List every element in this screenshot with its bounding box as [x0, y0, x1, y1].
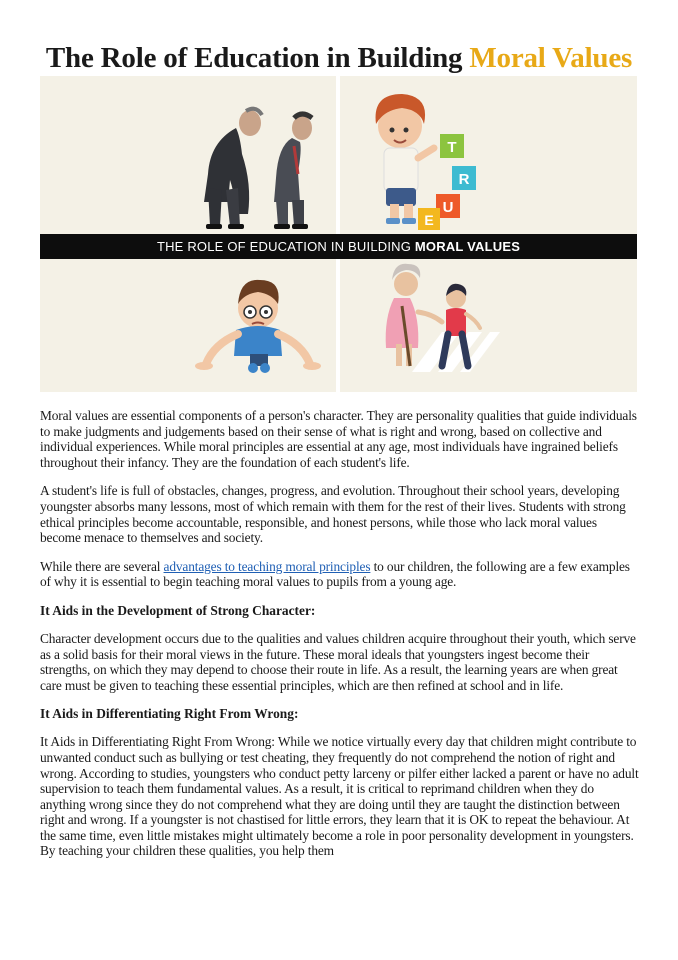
title-accent: Moral Values	[469, 42, 633, 74]
page-title	[0, 40, 678, 76]
intro-paragraph-1: Moral values are essential components of a person's character. They are personality qualities that guide individuals to make judgments and judgements based on their sense of what is right and wrong, based on collective and individual experiences. While moral principles are essential at any age, most individuals have ingrained beliefs throughout their infancy. They are the foundation of each student's life.	[40, 408, 637, 470]
kid-with-true-blocks-illustration	[376, 94, 476, 230]
title-main: The Role of Education in Building	[45, 42, 470, 74]
hero-banner	[40, 234, 637, 259]
advantages-link[interactable]: advantages to teaching moral principles	[163, 558, 371, 574]
boy-pushup-illustration	[195, 280, 321, 373]
section-heading-character: It Aids in the Development of Strong Character:	[40, 602, 316, 618]
banner-prefix: THE ROLE OF EDUCATION IN BUILDING	[156, 239, 415, 254]
bowing-men-illustration	[204, 109, 312, 229]
section-body-right-wrong: It Aids in Differentiating Right From Wrong: While we notice virtually every day that children might contribute to unwanted conduct such as bullying or test cheating, they frequently do not comprehend the notion of right and wrong. According to studies, youngsters who conduct petty larceny or pilfer either lacked a parent or have no adult supervision to teach them fundamental values. As a result, it is critical to reprimand children when they do anything wrong since they do not comprehend what they are doing until they are taught the distinction between right and wrong. If a youngster is not chastised for little errors, they learn that it is OK to repeat the behaviour. At the same time, even little mistakes might ultimately become a role in poor personality development in youngsters. By teaching your children these qualities, you help them	[40, 734, 639, 859]
intro-paragraph-2: A student's life is full of obstacles, changes, progress, and evolution. Throughout their school years, developing youngster absorbs many lessons, most of which remain with them for the rest of their lives. Students with strong ethical principles become accountable, responsible, and honest persons, while those who lack moral values become menace to themselves and society.	[40, 483, 626, 546]
cube-letter-t: T	[447, 139, 457, 156]
cube-letter-e: E	[424, 212, 434, 228]
hero-illustration	[40, 76, 637, 392]
link-paragraph-before: While there are several	[40, 558, 164, 574]
cube-letter-r: R	[458, 171, 470, 188]
grandma-crossing-illustration	[386, 264, 500, 372]
banner-bold: MORAL VALUES	[414, 239, 521, 254]
link-paragraph	[40, 559, 640, 590]
link-paragraph-after: to our children, the following are a few examples of why it is essential to begin teaching moral values to pupils from a young age.	[40, 558, 630, 590]
section-heading-right-wrong: It Aids in Differentiating Right From Wrong:	[40, 706, 299, 722]
cube-letter-u: U	[442, 199, 454, 216]
section-body-character: Character development occurs due to the qualities and values children acquire throughout their youth, which serve as a solid basis for their moral views in the future. These moral ideals that youngsters ingest become their strengths, on which they may depend to choose their route in life. As a result, the learning years are when great care must be given to teaching these essential principles, which are then refined at school and in life.	[40, 630, 636, 693]
article-body	[40, 408, 640, 872]
